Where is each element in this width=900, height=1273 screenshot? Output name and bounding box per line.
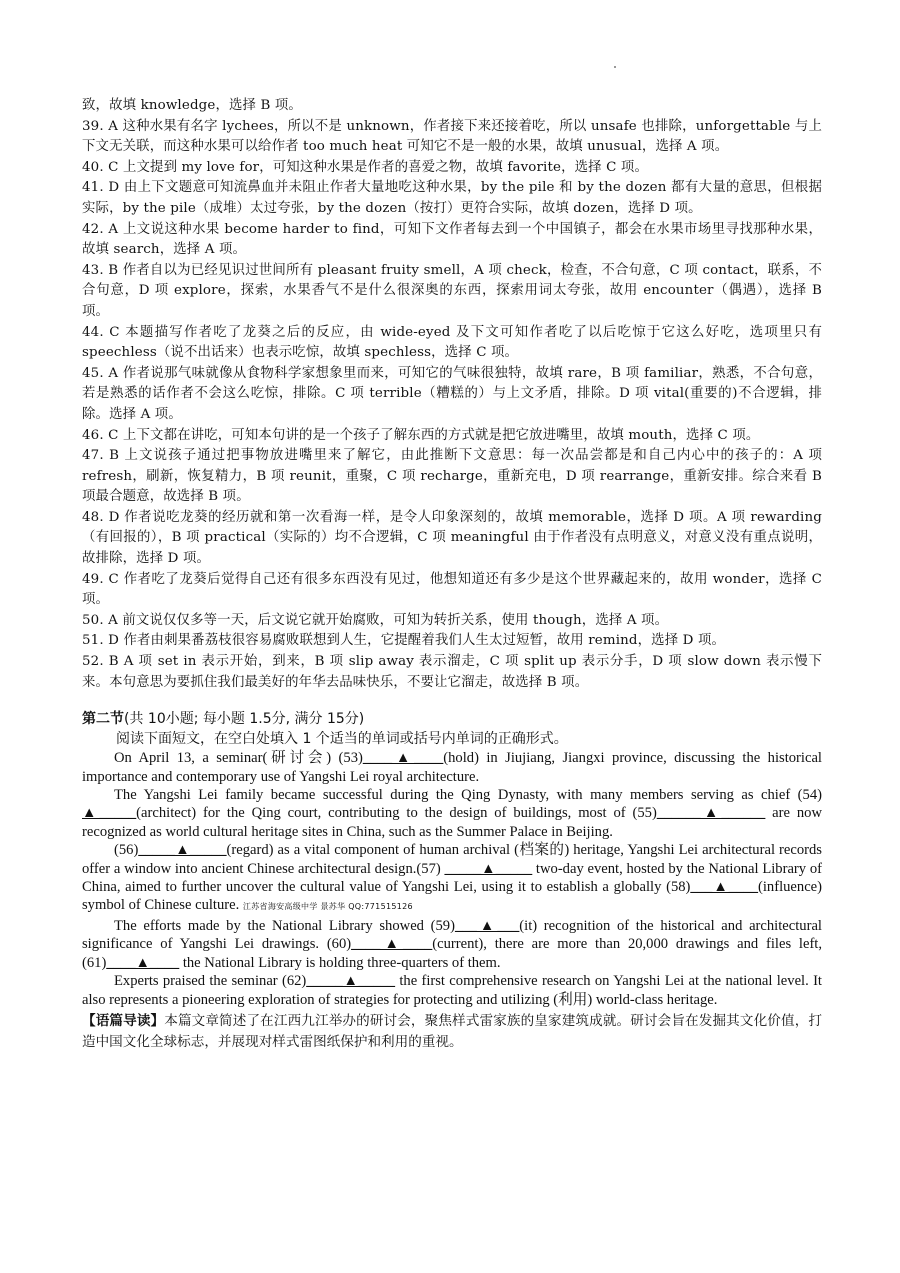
answer-43: 43. B 作者自以为已经见识过世间所有 pleasant fruity smell，A 项 check，检查，不合句意，C 项 contact，联系，不合句意，D 项 explore，探索，水果香气不是什么很深奥的东西，探索用词太夸张，故用 encounter（偶遇），选择 B 项。 [82,262,822,319]
answer-49: 49. C 作者吃了龙葵后觉得自己还有很多东西没有见过，他想知道还有多少是这个世界藏起来的，故用 wonder，选择 C 项。 [82,571,822,608]
passage-paragraph [82,972,822,1009]
answer-41: 41. D 由上下文题意可知流鼻血并未阻止作者大量地吃这种水果，by the pile 和 by the dozen 都有大量的意思，但根据实际，by the pile（成堆）太过夸张，by the dozen（按打）更符合实际，故填 dozen，选择 D 项。 [82,180,822,216]
answer-42: 42. A 上文说这种水果 become harder to find，可知下文作者每去到一个中国镇子，都会在水果市场里寻找那种水果，故填 search，选择 A 项。 [82,221,822,258]
document-page [82,96,822,1052]
guide-text: 本篇文章简述了在江西九江举办的研讨会，聚焦样式雷家族的皇家建筑成就。研讨会旨在发掘其文化价值，打造中国文化全球标志，并展现对样式雷图纸保护和利用的重视。 [82,1012,822,1050]
passage-text: (regard) as a vital component of human archival (档案的) heritage, Yangshi Lei architectural records offer a window into ancient Chinese architectural design.(57) [82,842,822,877]
blank-58: ___▲____ [690,879,758,896]
passage-paragraph [82,917,822,972]
section-instruction: 阅读下面短文，在空白处填入 1 个适当的单词或括号内单词的正确形式。 [116,731,568,748]
passage-text: (56) [114,842,139,859]
passage-text: (architect) for the Qing court, contributing to the design of buildings, most of (55) [136,805,657,822]
answer-explanations [82,96,822,693]
passage-text: the National Library is holding three-quarters of them. [182,954,501,971]
passage-paragraph [82,786,822,841]
answer-48: 48. D 作者说吃龙葵的经历就和第一次看海一样，是令人印象深刻的，故填 memorable，选择 D 项。A 项 rewarding（有回报的），B 项 practical（实际的）均不合逻辑，C 项 meaningful 由于作者没有点明意义，对意义没有重点说明，故排除，选择 D 项。 [82,509,822,567]
answer-40: 40. C 上文提到 my love for，可知这种水果是作者的喜爱之物，故填 favorite，选择 C 项。 [82,159,649,175]
guide-label: 【语篇导读】 [82,1012,165,1029]
passage-text: (current), there are more than 20,000 drawings and files left, (61) [82,936,823,971]
answer-52: 52. B A 项 set in 表示开始，到来，B 项 slip away 表示溜走，C 项 split up 表示分手，D 项 slow down 表示慢下来。本句意思为要抓住我们最美好的年华去品味快乐，不要让它溜走，故选择 B 项。 [82,654,822,690]
answer-46: 46. C 上下文都在讲吃，可知本句讲的是一个孩子了解东西的方式就是把它放进嘴里，故填 mouth，选择 C 项。 [82,427,760,443]
cloze-passage [82,749,822,1009]
answer-44: 44. C 本题描写作者吃了龙葵之后的反应，由 wide-eyed 及下文可知作者吃了以后吃惊于它这么好吃，选项里只有 speechless（说不出话来）也表示吃惊，故填 spechless，选择 C 项。 [82,324,822,361]
section-title: 第二节 [82,711,124,728]
blank-53: ____▲____ [362,750,444,767]
blank-54: ▲_____ [82,805,137,822]
blank-61: ____▲____ [106,954,180,971]
answer-38-tail: 致，故填 knowledge，选择 B 项。 [82,98,302,113]
answer-39: 39. A 这种水果有名字 lychees，所以不是 unknown，作者接下来还接着吃，所以 unsafe 也排除，unforgettable 与上下文无关联，而这种水果可以给作者 too much heat 可知它不是一般的水果，故填 unusual，选择 A 项。 [82,118,822,155]
blank-55: ______▲______ [656,805,766,822]
reading-guide [82,1011,822,1052]
scan-dot [614,66,616,68]
blank-56: _____▲_____ [138,842,227,859]
passage-text: On April 13, a seminar(研讨会) (53) [114,750,363,767]
passage-paragraph [82,749,822,786]
passage-paragraph [82,841,822,917]
answer-45: 45. A 作者说那气味就像从食物科学家想象里而来，可知它的气味很独特，故填 rare，B 项 familiar，熟悉，不合句意，若是熟悉的话作者不会这么吃惊，排除。C 项 terrible（糟糕的）与上文矛盾，排除。D 项 vital(重要的)不合逻辑，排除。选择 A 项。 [82,365,822,422]
blank-57: _____▲_____ [444,860,533,877]
passage-text: (hold) in Jiujiang, Jiangxi province, discussing the historical importance and contemporary use of Yangshi Lei royal architecture. [82,750,822,785]
passage-text: The efforts made by the National Library showed (59) [114,917,455,934]
passage-text: the first comprehensive research on Yangshi Lei at the national level. It also represents a pioneering exploration of strategies for protecting and utilizing (利用) world-class heritage. [82,973,822,1008]
answer-51: 51. D 作者由刺果番荔枝很容易腐败联想到人生，它提醒着我们人生太过短暂，故用 remind，选择 D 项。 [82,633,726,649]
blank-60: ____▲____ [351,936,433,953]
passage-text: are now recognized as world cultural heritage sites in China, such as the Summer Palace in Beijing. [82,805,822,840]
blank-59: ___▲___ [454,917,520,934]
passage-text: two-day event, hosted by the National Library of China, aimed to further uncover the cultural value of Yangshi Lei, using it to establish a globally (58) [82,860,822,896]
passage-text: The Yangshi Lei family became successful during the Qing Dynasty, with many members serving as chief (54) [114,787,822,804]
passage-text: (it) recognition of the historical and architectural significance of Yangshi Lei drawings. (60) [82,917,822,953]
watermark-text: 江苏省海安高级中学 景苏华 QQ:771515126 [242,902,413,912]
answer-47: 47. B 上文说孩子通过把事物放进嘴里来了解它，由此推断下文意思：每一次品尝都是和自己内心中的孩子的：A 项 refresh，刷新，恢复精力，B 项 reunit，重聚，C 项 recharge，重新充电，D 项 rearrange，重新安排。综合来看 B 项最合题意，故选择 B 项。 [82,448,822,505]
blank-62: _____▲_____ [306,973,396,990]
section-detail: (共 10小题; 每小题 1.5分, 满分 15分) [124,711,365,728]
passage-text: (influence) symbol of Chinese culture. [82,879,823,914]
section-header [82,709,822,729]
passage-text: Experts praised the seminar (62) [114,973,307,990]
answer-50: 50. A 前文说仅仅多等一天，后文说它就开始腐败，可知为转折关系，使用 though，选择 A 项。 [82,612,669,628]
